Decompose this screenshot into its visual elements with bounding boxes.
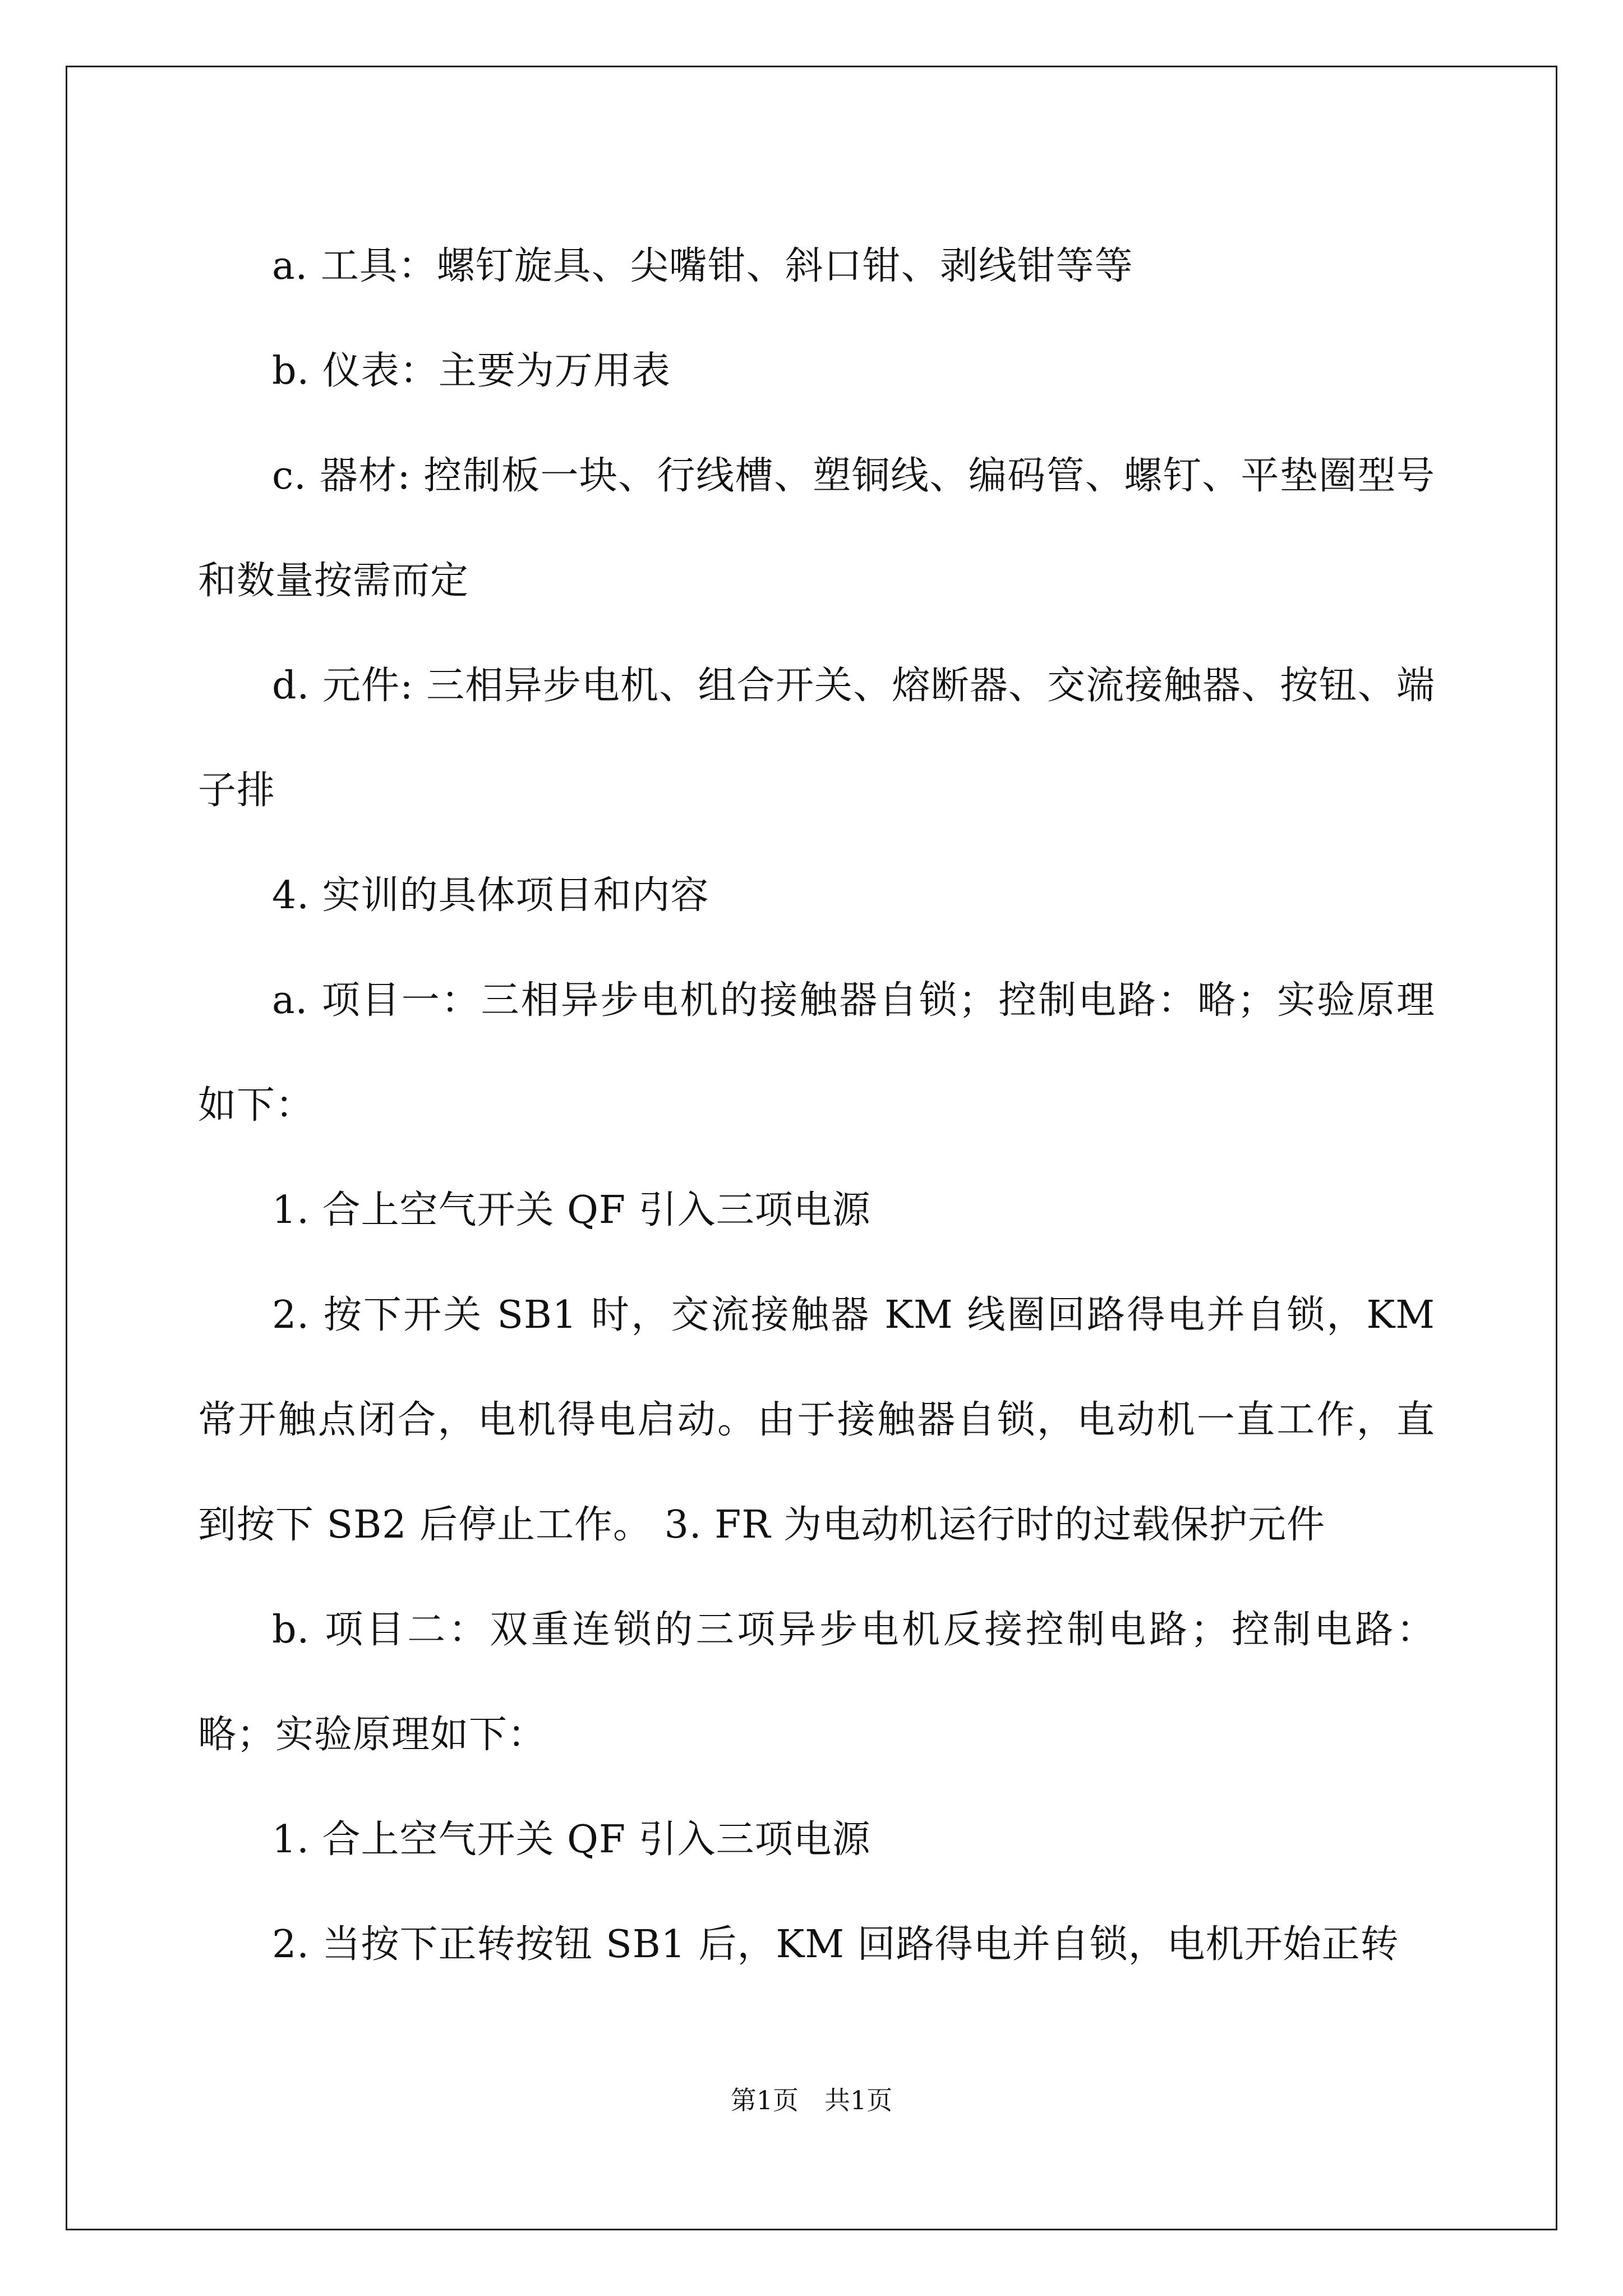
paragraph-materials: c. 器材: 控制板一块、行线槽、塑铜线、编码管、螺钉、平垫圈型号和数量按需而定	[198, 454, 1435, 603]
paragraph-components: d. 元件: 三相异步电机、组合开关、熔断器、交流接触器、按钮、端子排	[198, 664, 1435, 813]
paragraph-project-one-step-2: 2. 按下开关 SB1 时，交流接触器 KM 线圈回路得电并自锁，KM 常开触点闭合，电机得电启动。由于接触器自锁，电动机一直工作，直到按下 SB2 后停止工作。 3. FR 为电动机运行时的过载保护元件	[198, 1293, 1435, 1547]
paragraph-project-two-step-2: 2. 当按下正转按钮 SB1 后，KM 回路得电并自锁，电机开始正转	[272, 1922, 1399, 1967]
document-body	[198, 214, 1435, 1997]
paragraph-project-two: b. 项目二：双重连锁的三项异步电机反接控制电路；控制电路：略；实验原理如下：	[198, 1608, 1435, 1757]
paragraph-project-two-step-1: 1. 合上空气开关 QF 引入三项电源	[272, 1818, 871, 1862]
paragraph-instruments: b. 仪表：主要为万用表	[272, 349, 671, 393]
page-footer: 第1页 共1页	[730, 2085, 893, 2115]
paragraph-section-heading: 4. 实训的具体项目和内容	[272, 873, 709, 918]
paragraph-project-one-step-1: 1. 合上空气开关 QF 引入三项电源	[272, 1188, 871, 1232]
paragraph-tools: a. 工具：螺钉旋具、尖嘴钳、斜口钳、剥线钳等等	[272, 244, 1133, 288]
paragraph-project-one: a. 项目一：三相异步电机的接触器自锁；控制电路：略；实验原理如下：	[198, 978, 1435, 1128]
